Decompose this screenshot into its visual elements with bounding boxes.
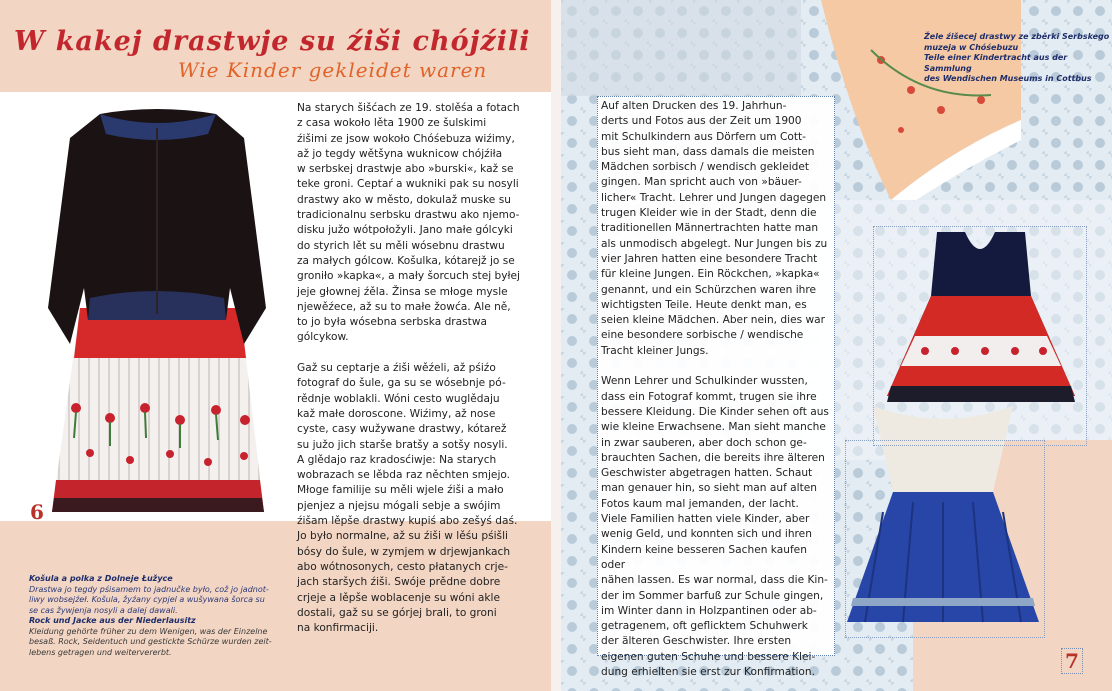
caption-sorbian-line: liwy wobsejźeł. Košula, žyźany cypjel a wušywana šorca su xyxy=(29,595,265,604)
left-page xyxy=(0,0,551,691)
caption-sorbian-line: Žele źišecej drastwy ze zběrki Serbskego xyxy=(924,32,1110,41)
page-number-right: 7 xyxy=(1061,648,1083,674)
caption-sorbian-line: Drastwa jo tegdy pśisamem to jadnučke było, což jo jadnot- xyxy=(29,584,269,594)
page-number-left: 6 xyxy=(30,500,44,524)
photo-caption-right xyxy=(924,32,1110,85)
page-title: W kakej drastwje su źiši chójźili xyxy=(14,26,531,57)
costume-photo-jacket-skirt xyxy=(40,108,274,538)
sorbian-paragraph: Na starych šišćach ze 19. stolěśa a fotach z casa wokoło lěta 1900 ze šulskimi źišimi ze jsow wokoło Chóśebuza wiźimy, až jo tegdy wětšyna wuknicow chójźiła w serbskej drastwje abo »burski«, kaž se teke groni. Ceptaŕ a wukniki pak su nosyli drastwy ako w město, dokulaž muske su tradicionalnu serbsku drastwu ako njemo- disku južo wótpołožyli. Jano małe gólcyki do styrich lět su měli wósebnu drastwu za małych gólcow. Košulka, kótarejž jo se groniło »kapka«, a mały šorcuch stej byłej jeje głownej źěla. Žinsa se młoge mysle njewěźece, až su to małe žowća. Ale ně, to jo była wósebna serbska drastwa gólcykow. xyxy=(297,102,521,344)
caption-sorbian-heading: Košula a polka z Dolneje Łužyce xyxy=(29,574,173,583)
image-frame xyxy=(873,226,1087,446)
caption-german-line: Kleidung gehörte früher zu dem Wenigen, was der Einzelne xyxy=(29,626,268,636)
caption-sorbian-line: se cas žywjenja nosyli a dalej dawali. xyxy=(29,605,178,615)
right-page xyxy=(561,0,1112,691)
sorbian-paragraph: Gaž su ceptarje a źiši wěźeli, až pśiźo fotograf do šule, ga su se wósebnje pó- rědnje woblakli. Wóni cesto wuglědaju kaž małe doroscone. Wiźimy, až nose cyste, casy wužywane drastwy, kótarež su južo jich starše bratšy a sotšy nosyli. A glědajo raz kradosćiwje: Na starych wobrazach se lěbda raz něchten smjejo. Młoge familije su měli wjele źiši a mało pjenjez a njejsu mógali sebje a swójim źišam lěpše drastwy kupiś abo zešyś daś. Jo było normalne, až su źiši w lěśu pśišli bósy do šule, w zymjem w drjewjankach abo wótnosonych, cesto płatanych crje- jach staršych źiši. Swóje prědne dobre crjeje a lěpše woblacenje su wóni akle dostali, gaž su se górjej brali, to groni na konfirmaciji. xyxy=(297,362,518,635)
caption-german-heading: Rock und Jacke aus der Niederlausitz xyxy=(29,616,196,625)
sorbian-body-text xyxy=(297,101,534,652)
caption-german-line: des Wendischen Museums in Cottbus xyxy=(924,74,1092,83)
page-gutter xyxy=(551,0,561,691)
caption-sorbian-line: muzeja w Chóśebuzu xyxy=(924,42,1019,52)
caption-german-line: Teile einer Kindertracht aus der Sammlung xyxy=(924,53,1068,73)
image-frame xyxy=(845,440,1045,638)
german-paragraph: Auf alten Drucken des 19. Jahrhun- derts und Fotos aus der Zeit um 1900 mit Schulkindern aus Dörfern um Cott- bus sieht man, dass damals die meisten Mädchen sorbisch / wendisch gekleidet gingen. Man spricht auch von »bäuer- licher« Tracht. Lehrer und Jungen dagegen trugen Kleider wie in der Stadt, denn die traditionellen Männertrachten hatte man als unmodisch abgelegt. Nur Jungen bis zu vier Jahren hatten eine besondere Tracht für kleine Jungen. Ein Röckchen, »kapka« genannt, und ein Schürzchen waren ihre wichtigsten Teile. Heute denkt man, es seien kleine Mädchen. Aber nein, dies war eine besondere sorbische / wendische Tracht kleiner Jungs. xyxy=(601,100,828,357)
caption-german-line: besaß. Rock, Seidentuch und gestickte Schürze wurden zeit- xyxy=(29,637,272,646)
page-subtitle: Wie Kinder gekleidet waren xyxy=(178,58,488,82)
german-body-text xyxy=(601,99,833,691)
caption-german-line: lebens getragen und weitervererbt. xyxy=(29,647,172,657)
photo-caption-left xyxy=(29,574,274,658)
german-paragraph: Wenn Lehrer und Schulkinder wussten, dass ein Fotograf kommt, trugen sie ihre bessere Kleidung. Die Kinder sehen oft aus wie kleine Erwachsene. Man sieht manche in zwar sauberen, aber doch schon ge- brauchten Sachen, die bereits ihre älteren Geschwister abgetragen hatten. Schaut man genauer hin, so sieht man auf alten Fotos kaum mal jemanden, der lacht. Viele Familien hatten viele Kinder, aber wenig Geld, und konnten sich und ihren Kindern keine besseren Sachen kaufen oder nähen lassen. Es war normal, dass die Kin- der im Sommer barfuß zur Schule gingen, im Winter dann in Holzpantinen oder ab- getragenem, oft geflicktem Schuhwerk der älteren Geschwister. Ihre ersten eigenen guten Schuhe und bessere Klei- dung erhielten sie erst zur Konfirmation. xyxy=(601,375,829,678)
